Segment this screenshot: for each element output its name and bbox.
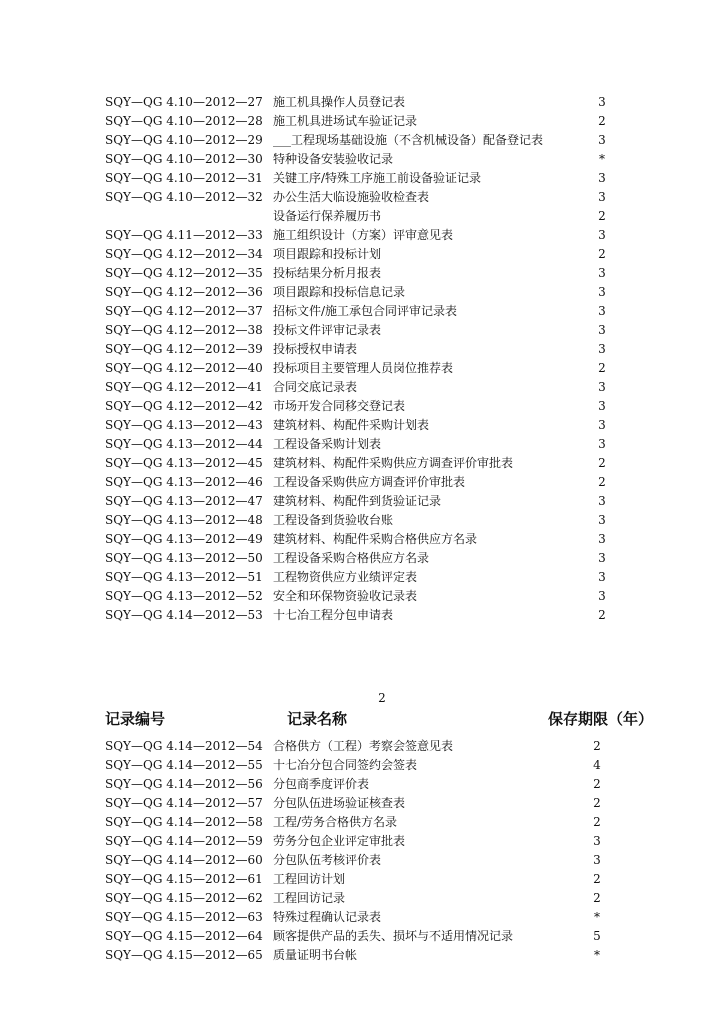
- retention-years: 5: [593, 929, 601, 943]
- retention-years: 3: [598, 551, 606, 565]
- record-name: 顾客提供产品的丢失、损坏与不适用情况记录: [273, 929, 514, 943]
- table-header: [0, 708, 724, 730]
- record-code: SQY—QG 4.12—2012—35: [105, 266, 263, 280]
- retention-years: 3: [593, 853, 601, 867]
- record-name: 特殊过程确认记录表: [273, 910, 382, 924]
- list-item: [0, 131, 724, 150]
- record-code: SQY—QG 4.14—2012—53: [105, 608, 263, 622]
- retention-years: 3: [598, 380, 606, 394]
- record-name: 工程回访记录: [273, 891, 346, 905]
- record-code: SQY—QG 4.12—2012—39: [105, 342, 263, 356]
- list-item: [0, 568, 724, 587]
- record-name: 工程回访计划: [273, 872, 346, 886]
- retention-years: 2: [598, 247, 606, 261]
- record-code: SQY—QG 4.14—2012—57: [105, 796, 263, 810]
- list-item: [0, 851, 724, 870]
- retention-years: 2: [598, 456, 606, 470]
- list-item: [0, 737, 724, 756]
- record-code: SQY—QG 4.15—2012—65: [105, 948, 263, 962]
- record-name: 市场开发合同移交登记表: [273, 399, 406, 413]
- list-item: [0, 511, 724, 530]
- record-name: 分包队伍考核评价表: [273, 853, 382, 867]
- retention-years: 3: [598, 95, 606, 109]
- retention-years: 3: [598, 532, 606, 546]
- retention-years: 3: [598, 190, 606, 204]
- record-code: SQY—QG 4.10—2012—31: [105, 171, 263, 185]
- record-name: 质量证明书台帐: [273, 948, 358, 962]
- retention-years: *: [594, 948, 600, 962]
- record-name: 关键工序/特殊工序施工前设备验证记录: [273, 171, 482, 185]
- record-name: 工程设备采购计划表: [273, 437, 382, 451]
- retention-years: 3: [598, 513, 606, 527]
- list-item: [0, 587, 724, 606]
- record-code: SQY—QG 4.14—2012—54: [105, 739, 263, 753]
- retention-years: 2: [593, 891, 601, 905]
- retention-years: 2: [598, 114, 606, 128]
- header-record-name: 记录名称: [287, 710, 348, 728]
- list-item: [0, 245, 724, 264]
- retention-years: 3: [598, 323, 606, 337]
- record-code: SQY—QG 4.11—2012—33: [105, 228, 263, 242]
- retention-years: *: [599, 152, 605, 166]
- record-name: 项目跟踪和投标计划: [273, 247, 382, 261]
- retention-years: 3: [598, 570, 606, 584]
- record-code: SQY—QG 4.10—2012—27: [105, 95, 263, 109]
- list-item: [0, 946, 724, 965]
- record-code: SQY—QG 4.12—2012—34: [105, 247, 263, 261]
- record-name: 建筑材料、构配件采购供应方调查评价审批表: [273, 456, 514, 470]
- record-code: SQY—QG 4.10—2012—32: [105, 190, 263, 204]
- record-name: 施工机具进场试车验证记录: [273, 114, 418, 128]
- retention-years: 2: [598, 361, 606, 375]
- retention-years: 4: [593, 758, 601, 772]
- record-code: SQY—QG 4.13—2012—45: [105, 456, 263, 470]
- list-item: [0, 549, 724, 568]
- record-name: 投标授权申请表: [273, 342, 358, 356]
- list-item: [0, 150, 724, 169]
- retention-years: 2: [593, 872, 601, 886]
- list-item: [0, 813, 724, 832]
- record-code: SQY—QG 4.15—2012—63: [105, 910, 263, 924]
- record-name: 施工组织设计（方案）评审意见表: [273, 228, 454, 242]
- page-number: 2: [378, 691, 386, 705]
- list-item: [0, 188, 724, 207]
- list-item: [0, 756, 724, 775]
- record-name: 建筑材料、构配件到货验证记录: [273, 494, 442, 508]
- list-item: [0, 359, 724, 378]
- record-code: SQY—QG 4.13—2012—48: [105, 513, 263, 527]
- record-name: 办公生活大临设施验收检查表: [273, 190, 430, 204]
- record-code: SQY—QG 4.10—2012—28: [105, 114, 263, 128]
- list-item: [0, 530, 724, 549]
- record-code: SQY—QG 4.14—2012—56: [105, 777, 263, 791]
- retention-years: 3: [598, 437, 606, 451]
- retention-years: 3: [598, 399, 606, 413]
- record-code: SQY—QG 4.12—2012—36: [105, 285, 263, 299]
- list-item: [0, 416, 724, 435]
- retention-years: 3: [593, 834, 601, 848]
- list-item: [0, 302, 724, 321]
- record-list-page-1: [0, 93, 724, 625]
- retention-years: 2: [593, 777, 601, 791]
- retention-years: 2: [598, 209, 606, 223]
- record-list-page-2: [0, 737, 724, 965]
- record-name: 工程物资供应方业绩评定表: [273, 570, 418, 584]
- record-name: 项目跟踪和投标信息记录: [273, 285, 406, 299]
- record-code: SQY—QG 4.12—2012—37: [105, 304, 263, 318]
- record-code: SQY—QG 4.12—2012—40: [105, 361, 263, 375]
- retention-years: 2: [593, 796, 601, 810]
- record-name: 工程设备到货验收台账: [273, 513, 394, 527]
- header-retention-years: 保存期限（年）: [548, 710, 654, 728]
- record-name: 合同交底记录表: [273, 380, 358, 394]
- list-item: [0, 435, 724, 454]
- record-code: SQY—QG 4.13—2012—52: [105, 589, 263, 603]
- record-name: 分包队伍进场验证核查表: [273, 796, 406, 810]
- retention-years: 2: [593, 815, 601, 829]
- record-code: SQY—QG 4.13—2012—44: [105, 437, 263, 451]
- retention-years: *: [594, 910, 600, 924]
- record-name: 投标文件评审记录表: [273, 323, 382, 337]
- list-item: [0, 870, 724, 889]
- record-name: 设备运行保养履历书: [273, 209, 382, 223]
- record-code: SQY—QG 4.13—2012—49: [105, 532, 263, 546]
- record-code: SQY—QG 4.15—2012—61: [105, 872, 263, 886]
- list-item: [0, 207, 724, 226]
- retention-years: 3: [598, 266, 606, 280]
- record-name: 建筑材料、构配件采购合格供应方名录: [273, 532, 478, 546]
- list-item: [0, 340, 724, 359]
- list-item: [0, 169, 724, 188]
- record-name: 劳务分包企业评定审批表: [273, 834, 406, 848]
- list-item: [0, 775, 724, 794]
- retention-years: 3: [598, 494, 606, 508]
- record-name: 工程设备采购供应方调查评价审批表: [273, 475, 466, 489]
- record-name: 十七冶工程分包申请表: [273, 608, 394, 622]
- list-item: [0, 927, 724, 946]
- record-code: SQY—QG 4.15—2012—64: [105, 929, 263, 943]
- record-name: 十七冶分包合同签约会签表: [273, 758, 418, 772]
- record-name: 特种设备安装验收记录: [273, 152, 394, 166]
- retention-years: 3: [598, 342, 606, 356]
- header-record-code: 记录编号: [105, 710, 166, 728]
- list-item: [0, 889, 724, 908]
- list-item: [0, 832, 724, 851]
- retention-years: 3: [598, 228, 606, 242]
- list-item: [0, 283, 724, 302]
- record-code: SQY—QG 4.10—2012—29: [105, 133, 263, 147]
- retention-years: 3: [598, 133, 606, 147]
- list-item: [0, 473, 724, 492]
- retention-years: 2: [598, 608, 606, 622]
- record-name: ___工程现场基础设施（不含机械设备）配备登记表: [273, 133, 544, 147]
- list-item: [0, 454, 724, 473]
- retention-years: 3: [598, 304, 606, 318]
- record-name: 安全和环保物资验收记录表: [273, 589, 418, 603]
- record-name: 工程设备采购合格供应方名录: [273, 551, 430, 565]
- record-code: SQY—QG 4.13—2012—47: [105, 494, 263, 508]
- retention-years: 2: [598, 475, 606, 489]
- retention-years: 3: [598, 589, 606, 603]
- record-code: SQY—QG 4.14—2012—60: [105, 853, 263, 867]
- record-code: SQY—QG 4.13—2012—43: [105, 418, 263, 432]
- record-name: 工程/劳务合格供方名录: [273, 815, 398, 829]
- list-item: [0, 378, 724, 397]
- retention-years: 2: [593, 739, 601, 753]
- list-item: [0, 226, 724, 245]
- record-code: SQY—QG 4.12—2012—38: [105, 323, 263, 337]
- record-name: 招标文件/施工承包合同评审记录表: [273, 304, 458, 318]
- record-code: SQY—QG 4.13—2012—51: [105, 570, 263, 584]
- list-item: [0, 794, 724, 813]
- record-code: SQY—QG 4.14—2012—55: [105, 758, 263, 772]
- record-code: SQY—QG 4.15—2012—62: [105, 891, 263, 905]
- record-code: SQY—QG 4.12—2012—41: [105, 380, 263, 394]
- retention-years: 3: [598, 418, 606, 432]
- retention-years: 3: [598, 171, 606, 185]
- record-name: 投标项目主要管理人员岗位推荐表: [273, 361, 454, 375]
- record-name: 合格供方（工程）考察会签意见表: [273, 739, 454, 753]
- record-code: SQY—QG 4.13—2012—50: [105, 551, 263, 565]
- list-item: [0, 321, 724, 340]
- list-item: [0, 908, 724, 927]
- list-item: [0, 112, 724, 131]
- list-item: [0, 606, 724, 625]
- record-name: 施工机具操作人员登记表: [273, 95, 406, 109]
- list-item: [0, 264, 724, 283]
- record-code: SQY—QG 4.10—2012—30: [105, 152, 263, 166]
- record-code: SQY—QG 4.13—2012—46: [105, 475, 263, 489]
- record-code: SQY—QG 4.14—2012—59: [105, 834, 263, 848]
- retention-years: 3: [598, 285, 606, 299]
- list-item: [0, 93, 724, 112]
- record-name: 投标结果分析月报表: [273, 266, 382, 280]
- record-code: SQY—QG 4.14—2012—58: [105, 815, 263, 829]
- record-name: 分包商季度评价表: [273, 777, 370, 791]
- list-item: [0, 492, 724, 511]
- record-code: SQY—QG 4.12—2012—42: [105, 399, 263, 413]
- list-item: [0, 397, 724, 416]
- record-name: 建筑材料、构配件采购计划表: [273, 418, 430, 432]
